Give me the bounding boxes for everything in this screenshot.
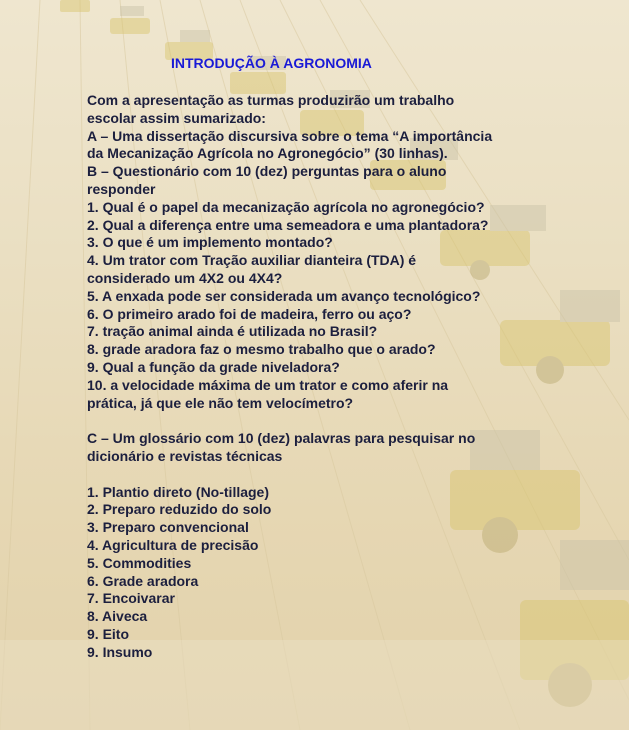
document-title: INTRODUÇÃO À AGRONOMIA — [171, 55, 372, 71]
glossary-item: 3. Preparo convencional — [87, 519, 249, 536]
glossary-item: 7. Encoivarar — [87, 590, 175, 607]
question-line: prática, já que ele não tem velocímetro? — [87, 394, 354, 411]
spacer — [87, 412, 607, 430]
document-body — [87, 92, 607, 662]
question-line: 3. O que é um implemento montado? — [87, 234, 333, 251]
glossary-intro-line: C – Um glossário com 10 (dez) palavras para pesquisar no — [87, 430, 476, 447]
question-line: 9. Qual a função da grade niveladora? — [87, 358, 340, 375]
glossary-item: 8. Aiveca — [87, 608, 148, 625]
question-line: 5. A enxada pode ser considerada um avanço tecnológico? — [87, 287, 481, 304]
question-line: considerado um 4X2 ou 4X4? — [87, 269, 283, 286]
glossary-item: 2. Preparo reduzido do solo — [87, 501, 272, 518]
intro-line: B – Questionário com 10 (dez) perguntas para o aluno — [87, 163, 447, 180]
question-line: 6. O primeiro arado foi de madeira, ferro ou aço? — [87, 305, 412, 322]
glossary-item: 9. Eito — [87, 625, 130, 642]
question-line: 2. Qual a diferença entre uma semeadora e uma plantadora? — [87, 216, 489, 233]
glossary-item: 6. Grade aradora — [87, 572, 199, 589]
question-line: 7. tração animal ainda é utilizada no Brasil? — [87, 323, 378, 340]
glossary-item: 5. Commodities — [87, 554, 192, 571]
intro-line: A – Uma dissertação discursiva sobre o tema “A importância — [87, 127, 493, 144]
glossary-item: 9. Insumo — [87, 643, 153, 660]
glossary-item: 4. Agricultura de precisão — [87, 536, 259, 553]
question-line: 4. Um trator com Tração auxiliar dianteira (TDA) é — [87, 252, 417, 269]
spacer — [87, 466, 607, 484]
intro-line: escolar assim sumarizado: — [87, 109, 266, 126]
question-line: 8. grade aradora faz o mesmo trabalho que o arado? — [87, 341, 436, 358]
intro-line: responder — [87, 180, 156, 197]
intro-line: da Mecanização Agrícola no Agronegócio” (30 linhas). — [87, 145, 448, 162]
question-line: 1. Qual é o papel da mecanização agrícola no agronegócio? — [87, 198, 485, 215]
glossary-intro-line: dicionário e revistas técnicas — [87, 447, 283, 464]
intro-line: Com a apresentação as turmas produzirão um trabalho — [87, 92, 455, 108]
question-line: 10. a velocidade máxima de um trator e como aferir na — [87, 376, 449, 393]
glossary-item: 1. Plantio direto (No-tillage) — [87, 483, 270, 500]
